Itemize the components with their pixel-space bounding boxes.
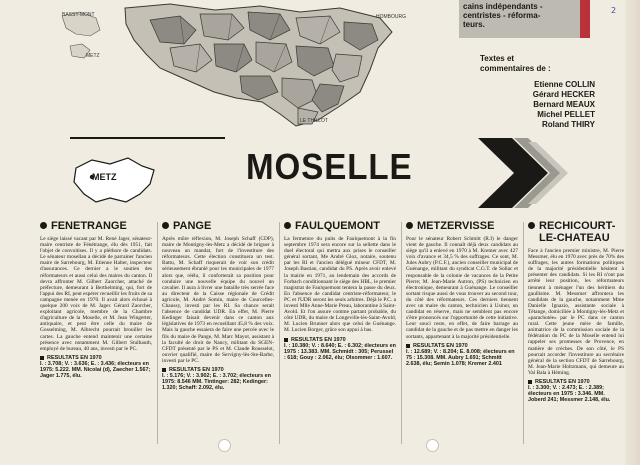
textes-label-text: Textes et commentaires de :: [480, 54, 551, 73]
map-label-bottom: LE THILLOT: [300, 118, 328, 124]
metz-label: METZ: [92, 172, 117, 182]
author-name: Michel PELLET: [537, 110, 595, 119]
column-heading: [528, 220, 624, 244]
map-label-right: HOMBOURG: [376, 14, 406, 20]
results-text: I. : 3.708; V. : 3.636; E. : 3.436; électeurs en 1975: 5.222. MM. Nicolai (d), Zaecher 1.567; Jager 1.775, élu.: [40, 360, 151, 380]
column-divider: [401, 222, 402, 444]
bullet-icon: [406, 222, 413, 229]
square-bullet-icon: [406, 344, 410, 348]
bullet-icon: [40, 222, 47, 229]
red-accent-bar: [580, 0, 590, 38]
authors-list: [485, 80, 595, 130]
banner-rule: [70, 137, 225, 139]
map-label-top-left: BASSY-MONT: [62, 12, 95, 18]
column-heading: [406, 220, 518, 232]
square-bullet-icon: [162, 368, 166, 372]
column-divider: [157, 222, 158, 444]
square-bullet-icon: [284, 338, 288, 342]
results-text: I. : 12.689; V. : 8.204; E. 8.008; électeurs en 75 : 15.308. MM. Aubry 1.691; Schmitt 2.638, élu; Semin 1.078; Kremer 2.401: [406, 348, 515, 367]
results-title: RESULTATS EN 1970: [291, 336, 346, 343]
column-faulquemont: [284, 220, 396, 458]
results-text: I. : 5.176; V. : 3.902; E. : 3.702; électeurs en 1975: 8.546 MM. Tintinger: 282; Kedinger: 1.320; Schaff: 2.092, élu.: [162, 372, 271, 392]
author-name: Gérard HECKER: [532, 90, 595, 99]
author-name: Bernard MEAUX: [533, 100, 595, 109]
map-label-metz: METZ: [86, 53, 100, 59]
binder-hole: [426, 439, 439, 452]
bullet-icon: [284, 222, 291, 229]
results-text: I. : 3.300; V. : 2.473; E. : 2.389; électeurs en 1975 : 3.346. MM. Joberd 241; Messmer 2.148, élu.: [528, 384, 611, 404]
column-body: Pour le sénateur Robert Schmitt (R.I) le danger vient de gauche. Il connaît déjà deux candidats au siège qu'il a enlevé en 1970 à M. Kremer avec 427 voix d'avance et 34,5 % des suffrages. Ce sont, M. Jules Aubry (P.C.F.), ancien conseiller municipal de Guénange, militant du syndicat C.G.T. de Sollac et responsable de la colonie de vacances de la Petite Pierre; M. Jean-Marie Autron, (PS) technicien en électronique, demeurant à Guénange. Le conseiller sortant risque aussi de vous trouver au second tour, du côté des réformateurs. Ces derniers tiennent avec un maire du canton, technicien à Usinor, un candidat en réserve, mais ne semblent pas encore s'être prononcés sur l'opportunité de cette initiative. Leur souci reste, en effet, de faire barrage au candidat de la gauche et de pas mettre en danger les sortants, appartenant à la majorité présidentielle.: [406, 236, 518, 340]
results-title: RESULTATS EN 1970: [47, 354, 102, 361]
square-bullet-icon: [528, 380, 532, 384]
header-right: [455, 0, 615, 128]
canton-map: [0, 0, 460, 128]
column-metzervisse: [406, 220, 518, 458]
column-title: FENETRANGE: [51, 220, 127, 232]
square-bullet-icon: [40, 356, 44, 360]
column-heading: [40, 220, 152, 232]
textes-label: [480, 54, 580, 74]
column-title: RECHICOURT-LE-CHATEAU: [539, 220, 616, 244]
intro-text: cains indépendants - centristes - réforma- teurs.: [463, 2, 543, 29]
column-title: FAULQUEMONT: [295, 220, 380, 232]
column-heading: [162, 220, 274, 232]
results-title: RESULTATS EN 1970: [535, 378, 590, 385]
column-rechicourt: [528, 220, 624, 458]
column-body: Après mûre réflexion, M. Joseph Schaff (CDP), maire de Montigny-lès-Metz a décidé de briguer à nouveau un mandat, fort de l'investiture des réformateurs. Cette élection constituera un test. Battu, M. Schaff risquerait de voir son crédit sérieusement ébranlé pour les municipales de 1977 alors que, réélu, il conforterait sa position pour conduire une nouvelle équipe du nouvel un cavalier. Il aura à livrer une bataille très serrée face au directeur de la Caisse régionale de Crédit agricole, M. André Somin, maire de Courcelles-Chaussy, investi par les RI. Sa chance serait l'absence de candidat UDR. En effet, M. Pierre Kedinger faisait devenir dans ce canton aux législatives de 1973 en recueillant 45,8 % des voix. Mais la gauche essaiera de faire une percée avec le fils du maire de Pange, M. Marc Mayot, assistant à la faculté de droit de Nancy, militant du SGEN-CFDT présenté par le PS et M. Claude Rousselot, ouvrier qualifié, maire de Servigny-lès-Ste-Barbe, investi par le PC.: [162, 236, 274, 364]
column-title: METZERVISSE: [417, 220, 495, 232]
column-heading: [284, 220, 396, 232]
page-title: MOSELLE: [246, 146, 413, 187]
column-divider: [523, 222, 524, 444]
column-divider: [279, 222, 280, 444]
page-number: 2: [611, 6, 617, 15]
column-body: Le siège laissé vacant par M. René Jager, sénateur-maire centriste de Fénétrange, élu dès 1951, fait l'objet de convoitises. Il y a pléthore de candidats. Le sénateur mosellan a décidé de parrainer l'ancien maire de Sarrebourg, M. Etienne Halter, inspecteur d'assurances. Ce dernier a le soutien des réformateurs et aussi celui des maires du canton. Il devra affronter M. Gilbert Zaorcher, attaché de préfecture, demeurant à Berthelming, qui, fort de l'appui des RI, peut espérer recueillir les fruits de sa campagne menée en 1970. Il avait alors échoué à quelque 200 voix de M. Jager. Gérard Zaorcher, exploitant agricole, membre de la Chambre d'agriculture de la Moselle, et M. Jean Wingerter, antiquaire, et peut être celle du maire de Gosselming, M. Albrecht pourrait brouiller les cartes. La gauche entend maintenir une certaine présence avec notamment M. Gilbert Stulbauth, employé de bureau, 40 ans, investi par le PC.: [40, 236, 152, 352]
author-name: Roland THIRY: [541, 120, 595, 129]
author-name: Etienne COLLIN: [534, 80, 595, 89]
column-body: La fermeture du puits de Faulquemont à la fin septembre 1974 sera encore sur la sellette dans le duel électoral qui mettra aux prises le conseiller général sortant, Me André Gloz, notaire, soutenu par les RI et l'ancien délégué mineur CFDT, M. Joseph Bastian, candidat du PS. Après avoir enlevé la mairie en 1971, au lendemain des accords de Forbach conditionnant le siège des HBL, le premier magistrat de Faulquemont tentera la passe du deux. En l'absence de candidat centriste-réformateur, le PC et l'UDR seront les seuls arbitres. Déjà le P.C. a investi Mlle Anne-Marie Preau, laborantine à Saint-Avold. Et l'on assure comme partant probable, du côté UDR, du maire de Longeville-lès-Saint-Avold, M. Lucien Brunner alors que celui de Guénange. M. Lucien Borger, grâce son appui à bas.: [284, 236, 396, 334]
binder-hole: [218, 439, 231, 452]
column-title: PANGE: [173, 220, 212, 232]
column-body: Face à l'ancien premier ministre, M. Pierre Messmer, élu en 1970 avec près de 70% des suffrages, les autres formations politiques de la majorité présidentielle hésitent à présenter des candidats. Si les RI n'ont pas arrêté leur position, les réformateurs tiennent à ménager l'un des héritiers du gaullisme. M. Messmer affrontera les candidats de la gauche, notamment Mme Danielle Ignazio, assistante sociale à Tétange, domiciliée à Montigny-lès-Metz et «parachutée» par le PC dans ce canton rural. Cette jeune mère de famille, animatrice de la commission sociale de la fédération du PC de la Moselle entend lui rappeler ses promesses de Provence, en matière de crèches. De son côté, le PS pourrait accorder l'investiture au secrétaire général de la section CFDT de Sarrebourg, M. Jean-Marie Holtzmann, qui demeure au Val Bala à Héming.: [528, 248, 624, 376]
results-text: I. : 10.380; V. : 8.640; E. : 6.302; électeurs en 1975 : 13.383. MM. Schmidt : 305; Perussel : 618; Gouy : 2.062, élu; Olsommer : 1.607.: [284, 342, 396, 361]
chevron-arrows-icon: [478, 138, 574, 208]
page-edge: [625, 0, 640, 465]
bullet-icon: [528, 222, 535, 229]
column-pange: [162, 220, 274, 458]
column-fenetrange: [40, 220, 152, 458]
results-title: RESULTATS EN 1970: [413, 342, 468, 349]
results-title: RESULTATS EN 1970: [169, 366, 224, 373]
bullet-icon: [162, 222, 169, 229]
